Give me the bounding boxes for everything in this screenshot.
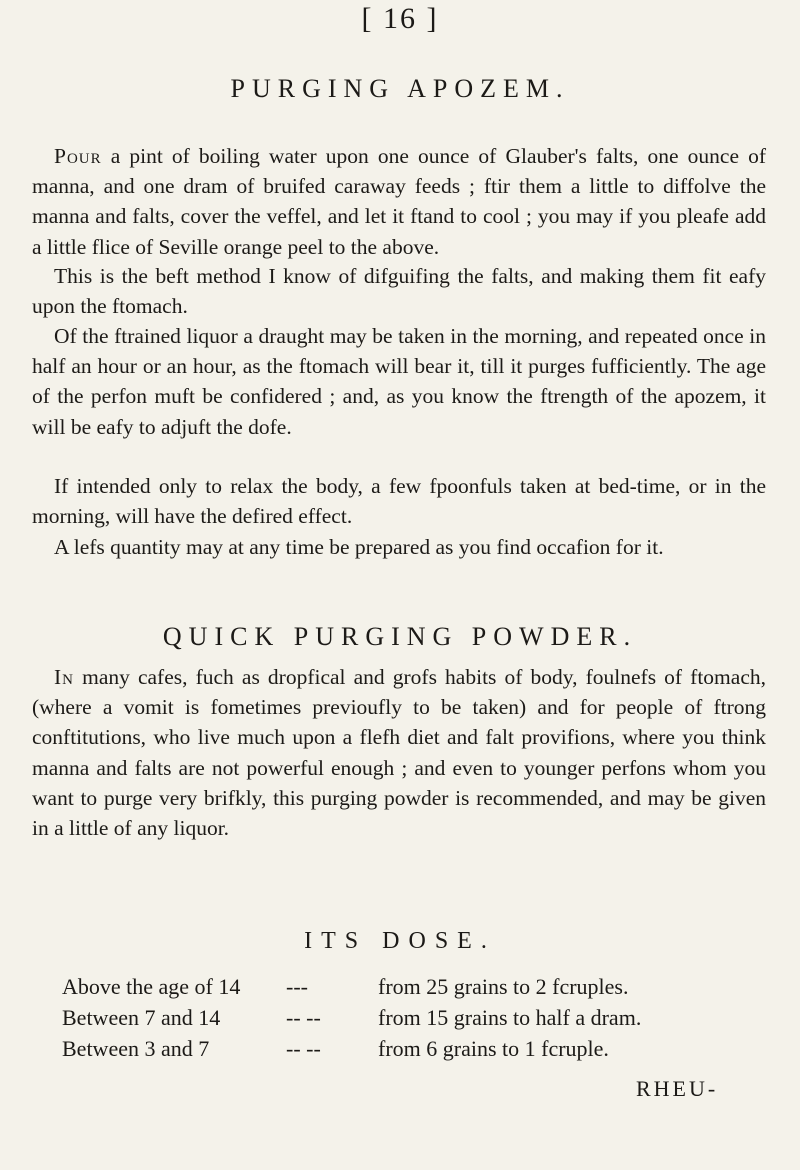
paragraph-text: a pint of boiling water upon one ounce of Glauber's falts, one ounce of manna, and one dram of bruifed caraway feeds ; ftir them a little to diffolve the manna and falts, cover the veffel, and let it ftand to cool ; you may if you pleafe add a little flice of Seville orange peel to the above. — [32, 144, 766, 259]
dose-dash: -- -- — [286, 1036, 321, 1061]
paragraph — [32, 261, 766, 321]
dose-dash: --- — [286, 974, 308, 999]
paragraph-text: If intended only to relax the body, a few fpoonfuls taken at bed-time, or in the morning, will have the defired effect. — [32, 474, 766, 529]
paragraph-text: This is the beft method I know of difguifing the falts, and making them fit eafy upon the ftomach. — [32, 264, 766, 319]
dose-title: ITS DOSE. — [304, 928, 496, 954]
catchword: RHEU- — [636, 1076, 719, 1101]
paragraph — [32, 471, 766, 531]
table-row — [62, 974, 641, 1005]
dose-dash: -- -- — [286, 1005, 321, 1030]
dose-age: Between 3 and 7 — [62, 1036, 210, 1061]
page-number: [ 16 ] — [361, 2, 439, 35]
dose-age: Above the age of 14 — [62, 974, 241, 999]
paragraph — [32, 141, 766, 262]
dose-amount: from 15 grains to half a dram. — [378, 1005, 642, 1030]
section-title-purging-apozem: PURGING APOZEM. — [230, 74, 570, 103]
table-row — [62, 1005, 641, 1036]
paragraph — [32, 532, 766, 562]
dose-amount: from 6 grains to 1 fcruple. — [378, 1036, 609, 1061]
lead-word: Pour — [54, 144, 102, 168]
dose-age: Between 7 and 14 — [62, 1005, 221, 1030]
paragraph — [32, 662, 766, 843]
table-row — [62, 1036, 641, 1067]
paragraph — [32, 321, 766, 442]
paragraph-text: Of the ftrained liquor a draught may be taken in the morning, and repeated once in half an hour or an hour, as the ftomach will bear it, till it purges fufficiently. The age of the perfon muft be confidered ; and, as you know the ftrength of the apozem, it will be eafy to adjuft the dofe. — [32, 324, 766, 439]
dose-amount: from 25 grains to 2 fcruples. — [378, 974, 629, 999]
paragraph-text: A lefs quantity may at any time be prepared as you find occafion for it. — [54, 535, 664, 559]
dose-table — [62, 974, 641, 1067]
section-title-quick-purging-powder: QUICK PURGING POWDER. — [162, 622, 638, 651]
paragraph-text: many cafes, fuch as dropfical and grofs habits of body, foulnefs of ftomach, (where a vomit is fometimes previoufly to be taken) and for people of ftrong conftitutions, who live much upon a flefh diet and falt provifions, where you think manna and falts are not powerful enough ; and even to younger perfons whom you want to purge very brifkly, this purging powder is recommended, and may be given in a little of any liquor. — [32, 665, 766, 841]
lead-word: In — [54, 665, 74, 689]
